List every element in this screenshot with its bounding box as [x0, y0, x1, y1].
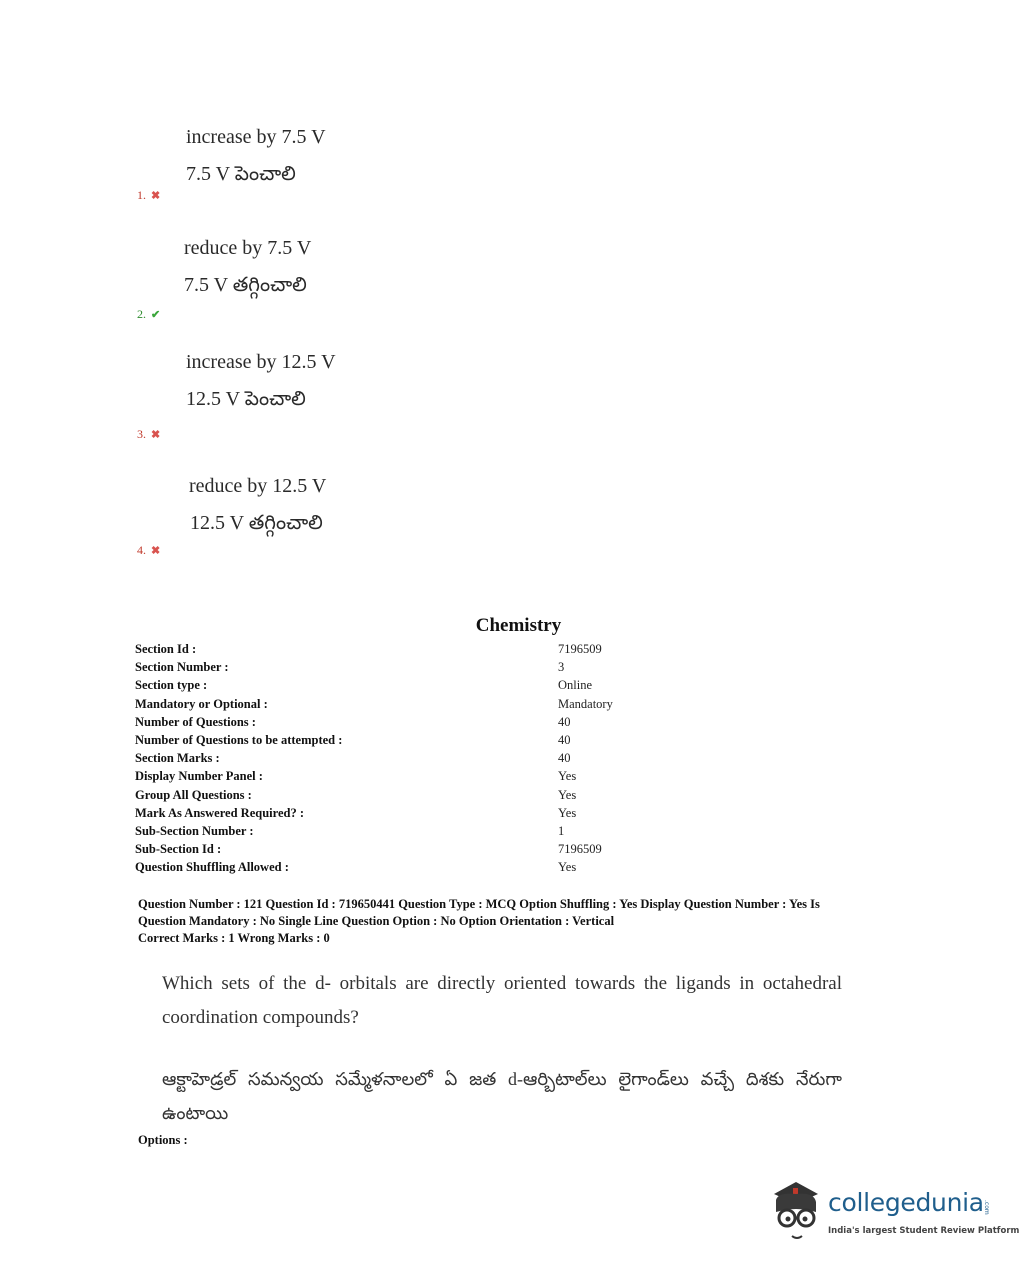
info-label: Number of Questions to be attempted :: [135, 732, 343, 747]
collegedunia-logo: [766, 1178, 1020, 1248]
option-2-number: 2. ✔: [137, 307, 161, 321]
info-row: [135, 767, 835, 785]
cross-icon: ✖: [151, 190, 161, 202]
info-value: 7196509: [558, 842, 602, 857]
info-label: Section Number :: [135, 660, 229, 675]
info-row: [135, 822, 835, 840]
info-row: [135, 840, 835, 858]
info-label: Mandatory or Optional :: [135, 696, 268, 711]
info-row: [135, 713, 835, 731]
mascot-icon: [766, 1178, 826, 1248]
info-label: Section Id :: [135, 642, 197, 656]
option-4-telugu: 12.5 V తగ్గించాలి: [190, 512, 323, 534]
brand-domain-suffix: .com: [983, 1200, 990, 1215]
info-label: Sub-Section Number :: [135, 823, 254, 838]
info-label: Number of Questions :: [135, 714, 256, 729]
brand-tagline: India's largest Student Review Platform: [828, 1226, 1020, 1236]
option-2-telugu: 7.5 V తగ్గించాలి: [184, 274, 307, 296]
info-value: 3: [558, 660, 565, 675]
brand-name: collegedunia: [828, 1188, 984, 1217]
section-title: Chemistry: [475, 615, 562, 636]
cross-icon: ✖: [151, 545, 161, 557]
info-value: Yes: [558, 805, 577, 820]
info-value: Online: [558, 678, 593, 693]
info-value: 40: [558, 714, 571, 729]
cross-icon: ✖: [151, 429, 161, 441]
option-1-number: 1. ✖: [137, 188, 161, 202]
info-label: Sub-Section Id :: [135, 842, 222, 857]
option-3-telugu: 12.5 V పెంచాలి: [186, 388, 306, 410]
option-3-number: 3. ✖: [137, 427, 161, 441]
info-row: [135, 804, 835, 822]
info-label: Section Marks :: [135, 751, 220, 766]
option-2-english: reduce by 7.5 V: [184, 237, 312, 259]
info-row: [135, 658, 835, 676]
info-value: Yes: [558, 769, 577, 784]
question-text-english: Which sets of the d- orbitals are directly oriented towards the ligands in octahedral coordination compounds?: [162, 973, 842, 1028]
info-label: Mark As Answered Required? :: [135, 805, 304, 820]
info-label: Question Shuffling Allowed :: [135, 860, 289, 875]
option-1-english: increase by 7.5 V: [186, 126, 326, 148]
info-row: [135, 695, 835, 713]
option-4-english: reduce by 12.5 V: [189, 475, 327, 497]
info-row: [135, 676, 835, 694]
info-row: [135, 640, 835, 658]
info-row: [135, 731, 835, 749]
info-label: Group All Questions :: [135, 787, 252, 802]
question-meta-line: Question Number : 121 Question Id : 719650441 Question Type : MCQ Option Shuffling : Yes Display Question Number : Yes Is: [138, 897, 820, 911]
check-icon: ✔: [151, 309, 161, 321]
question-meta: [138, 896, 898, 947]
info-label: Display Number Panel :: [135, 769, 263, 784]
question-text-telugu: ఆక్టాహెడ్రల్ సమన్వయ సమ్మేళనాలలో ఏ జత d-ఆర్బిటాల్‌లు లైగాండ్‌లు వచ్చే దిశకు నేరుగా ఉంటాయి: [162, 1069, 842, 1123]
info-value: 1: [558, 823, 565, 838]
info-value: Yes: [558, 860, 577, 875]
info-label: Section type :: [135, 678, 208, 693]
info-value: Yes: [558, 787, 577, 802]
question-meta-line: Question Mandatory : No Single Line Question Option : No Option Orientation : Vertical: [138, 913, 615, 928]
option-4-number: 4. ✖: [137, 543, 161, 557]
question-marks: Correct Marks : 1 Wrong Marks : 0: [138, 931, 330, 945]
info-row: [135, 749, 835, 767]
info-value: 7196509: [558, 642, 602, 656]
info-row: [135, 786, 835, 804]
options-label: Options :: [138, 1133, 188, 1147]
section-info-table: [135, 640, 835, 876]
option-1-telugu: 7.5 V పెంచాలి: [186, 163, 296, 185]
option-3-english: increase by 12.5 V: [186, 351, 336, 373]
info-value: 40: [558, 732, 571, 747]
info-value: Mandatory: [558, 696, 613, 711]
info-value: 40: [558, 751, 571, 766]
info-row: [135, 858, 835, 876]
